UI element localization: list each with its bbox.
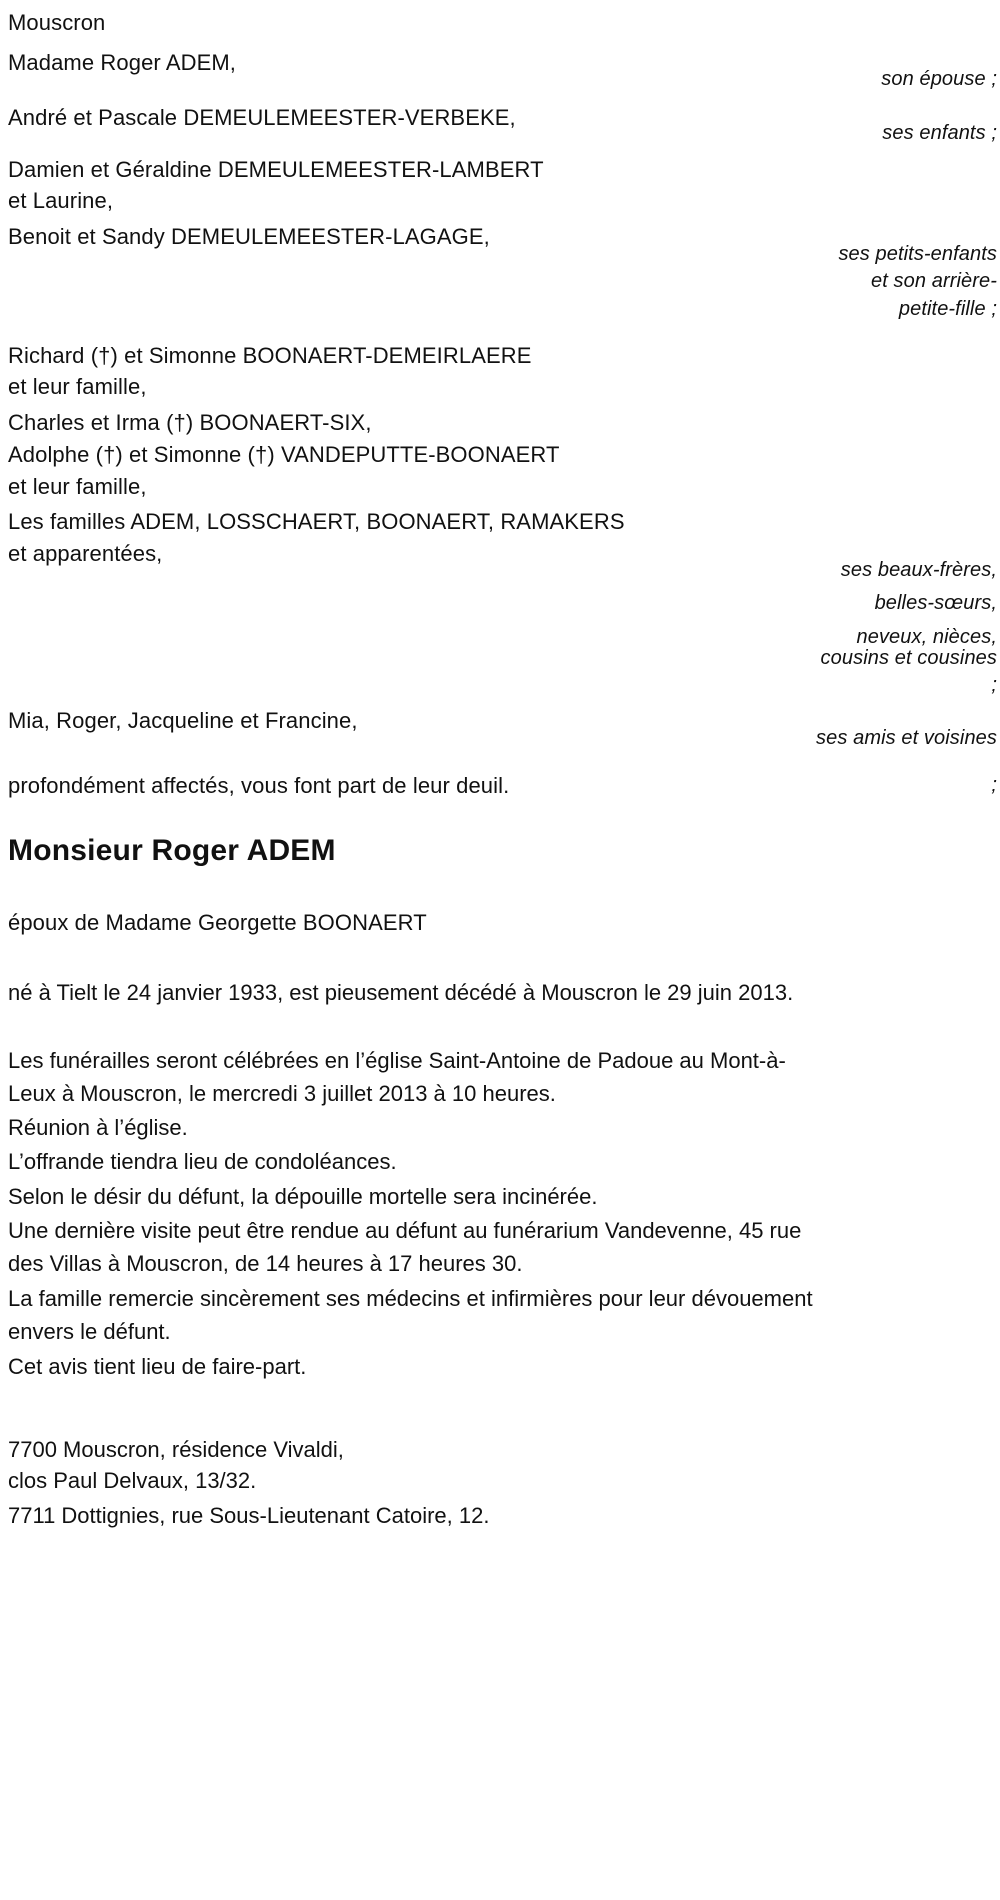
relation-label: petite-fille ; [898,298,997,320]
relation-label: ses beaux-frères, [840,559,997,581]
mourner-line: André et Pascale DEMEULEMEESTER-VERBEKE, [8,105,516,130]
relation-label: ses amis et voisines [816,727,997,749]
relation-label: ; [991,674,997,696]
relation-label: ses enfants ; [882,122,997,144]
spouse-of-line: époux de Madame Georgette BOONAERT [8,910,427,935]
mourner-line: et leur famille, [8,374,147,399]
mourner-line: Les familles ADEM, LOSSCHAERT, BOONAERT, RAMAKERS [8,509,625,534]
relation-label: belles-sœurs, [874,592,997,614]
relation-label: et son arrière- [871,270,997,292]
notice-paragraph: L’offrande tiendra lieu de condoléances. [8,1149,397,1174]
mourner-line: Madame Roger ADEM, [8,50,236,75]
city-header: Mouscron [8,10,106,35]
relation-label: ; [991,774,997,796]
relation-label: neveux, nièces, [856,626,997,648]
mourner-line: Mia, Roger, Jacqueline et Francine, [8,708,358,733]
notice-paragraph: Une dernière visite peut être rendue au défunt au funérarium Vandevenne, 45 rue des Villas à Mouscron, de 14 heures à 17 heures 30. [8,1218,802,1276]
notice-paragraph: Réunion à l’église. [8,1115,188,1140]
notice-paragraph: Cet avis tient lieu de faire-part. [8,1354,307,1379]
mourner-line: Benoit et Sandy DEMEULEMEESTER-LAGAGE, [8,224,490,249]
address-line: 7711 Dottignies, rue Sous-Lieutenant Catoire, 12. [8,1503,490,1528]
notice-paragraph: La famille remercie sincèrement ses médecins et infirmières pour leur dévouement envers le défunt. [8,1286,813,1344]
mourner-line: et leur famille, [8,474,147,499]
mourner-line: et apparentées, [8,541,163,566]
closing-statement: profondément affectés, vous font part de leur deuil. [8,773,510,798]
mourner-line: Adolphe (†) et Simonne (†) VANDEPUTTE-BOONAERT [8,442,560,467]
notice-paragraph: Selon le désir du défunt, la dépouille mortelle sera incinérée. [8,1184,598,1209]
mourner-line: Charles et Irma (†) BOONAERT-SIX, [8,410,372,435]
mourner-line: Richard (†) et Simonne BOONAERT-DEMEIRLAERE [8,343,532,368]
relation-label: ses petits-enfants [838,243,997,265]
address-line: clos Paul Delvaux, 13/32. [8,1468,257,1493]
mourner-line: et Laurine, [8,188,114,213]
notice-paragraph: Les funérailles seront célébrées en l’église Saint-Antoine de Padoue au Mont-à-Leux à Mouscron, le mercredi 3 juillet 2013 à 10 heures. [8,1048,786,1106]
relation-label: cousins et cousines [820,647,997,669]
mourner-line: Damien et Géraldine DEMEULEMEESTER-LAMBERT [8,157,544,182]
notice-paragraph: né à Tielt le 24 janvier 1933, est pieusement décédé à Mouscron le 29 juin 2013. [8,980,794,1005]
relation-label: son épouse ; [881,68,997,90]
address-line: 7700 Mouscron, résidence Vivaldi, [8,1437,344,1462]
deceased-name-heading: Monsieur Roger ADEM [8,834,336,867]
